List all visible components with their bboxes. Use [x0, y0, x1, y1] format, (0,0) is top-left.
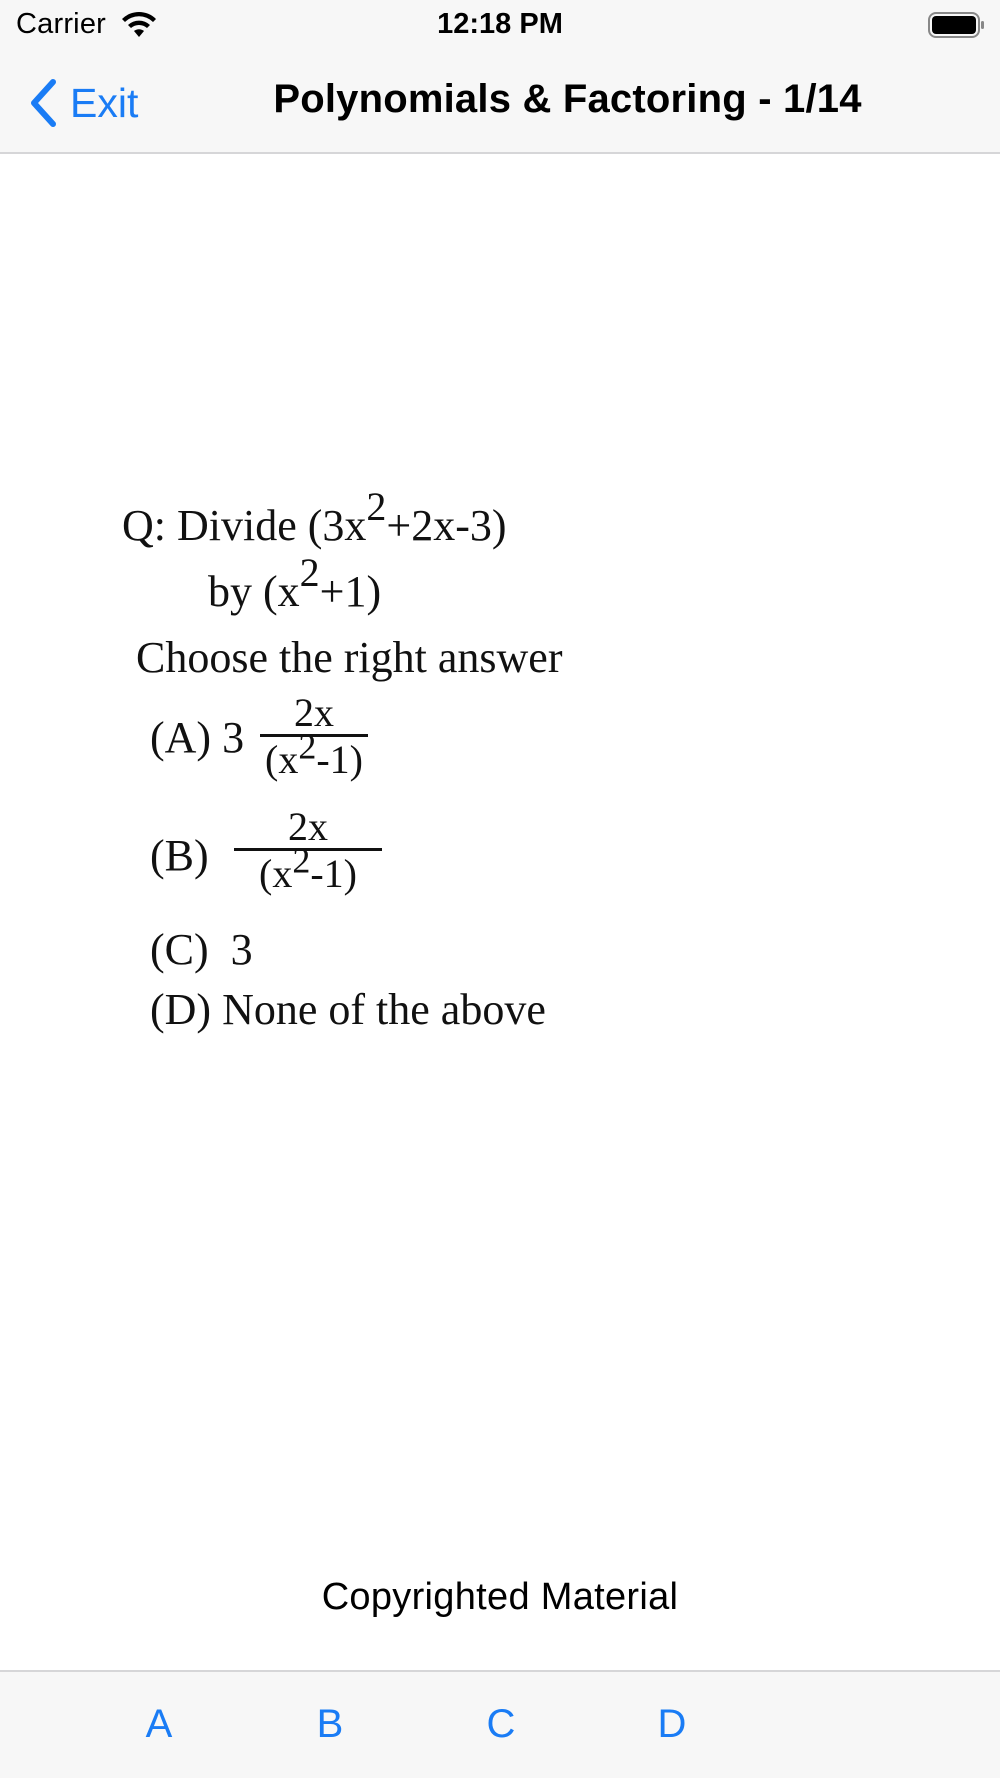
carrier-label: Carrier [16, 8, 107, 40]
page-title: Polynomials & Factoring - 1/14 [273, 77, 862, 121]
clock: 12:18 PM [437, 8, 563, 40]
question-instruction: Choose the right answer [136, 633, 563, 682]
status-bar [0, 0, 1000, 52]
answer-toolbar [0, 1670, 1000, 1778]
option-a-denominator: $(x^2-1)$ [265, 726, 363, 782]
option-b-label: (B) [150, 831, 209, 880]
answer-button-b[interactable]: B [316, 1702, 344, 1746]
answer-button-d[interactable]: D [657, 1702, 687, 1746]
option-a-label: (A) 3 [150, 713, 245, 762]
question-image [122, 484, 642, 1060]
option-b-fraction [234, 806, 382, 897]
option-b-numerator: 2x [288, 804, 328, 849]
option-d-label: (D) None of the above [150, 985, 546, 1034]
question-line-1: Q: Divide $(3x^2+2x-3)$ [122, 484, 507, 550]
question-line-2: by $(x^2+1)$ [208, 550, 382, 616]
copyright-label: Copyrighted Material [321, 1576, 679, 1618]
exit-label: Exit [70, 79, 139, 126]
option-b-denominator: $(x^2-1)$ [259, 840, 357, 896]
option-a-numerator: 2x [294, 690, 334, 735]
option-a-fraction [260, 692, 368, 783]
answer-button-c[interactable]: C [486, 1702, 516, 1746]
answer-button-a[interactable]: A [145, 1702, 173, 1746]
option-c-label: (C) 3 [150, 925, 253, 974]
question-prefix: Q: [122, 501, 166, 550]
navigation-bar [0, 52, 1000, 154]
battery-icon [928, 11, 986, 39]
